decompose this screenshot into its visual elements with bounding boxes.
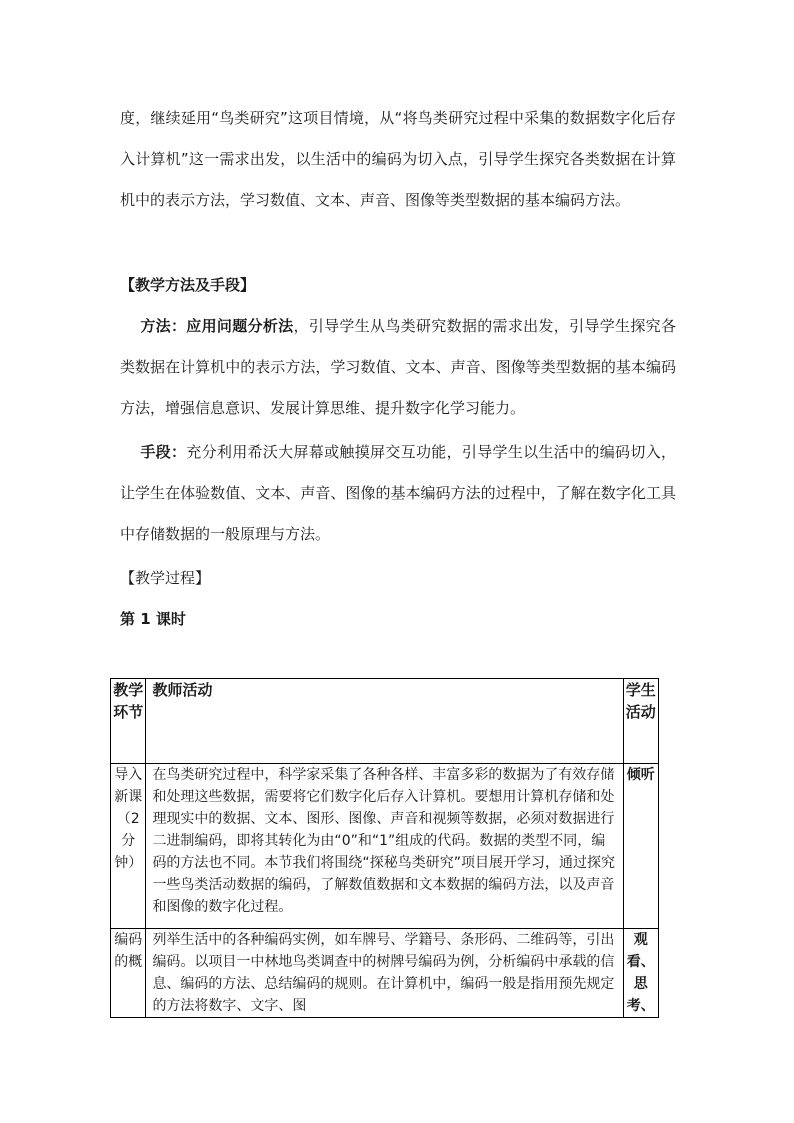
lesson-table [110, 678, 659, 1018]
student-activity-cell: 观看、思考、 [623, 929, 658, 1018]
lesson-title: 第 1 课时 [120, 610, 186, 628]
teacher-activity-cell: 列举生活中的各种编码实例，如车牌号、学籍号、条形码、二维码等，引出编码。以项目一中林地鸟类调查中的树牌号编码为例，分析编码中承载的信息、编码的方法、总结编码的规则。在计算机中，编码一般是指用预先规定的方法将数字、文字、图 [146, 929, 623, 1018]
table-header-row [111, 679, 659, 764]
header-student-activity: 学生活动 [623, 679, 658, 764]
stage-cell: 编码的概 [111, 929, 146, 1018]
header-teacher-activity: 教师活动 [146, 679, 623, 764]
heading-teaching-methods: 【教学方法及手段】 [120, 276, 256, 294]
table-row [111, 764, 659, 929]
means-label: 手段： [140, 443, 187, 461]
header-teaching-stage: 教学环节 [111, 679, 146, 764]
heading-teaching-process: 【教学过程】 [120, 569, 211, 587]
method-label: 方法：应用问题分析法 [140, 317, 294, 335]
teacher-activity-cell: 在鸟类研究过程中，科学家采集了各种各样、丰富多彩的数据为了有效存储和处理这些数据，需要将它们数字化后存入计算机。要想用计算机存储和处理现实中的数据、文本、图形、图像、声音和视频等数据，必须对数据进行二进制编码，即将其转化为由“0”和“1”组成的代码。数据的类型不同，编码的方法也不同。本节我们将围绕“探秘鸟类研究”项目展开学习，通过探究一些鸟类活动数据的编码，了解数值数据和文本数据的编码方法，以及声音和图像的数字化过程。 [146, 764, 623, 929]
method-text: ，引导学生从鸟类研究数据的需求出发，引导学生探究各类数据在计算机中的表示方法，学习数值、文本、声音、图像等类型数据的基本编码方法，增强信息意识、发展计算思维、提升数字化学习能力。 [120, 317, 676, 417]
table-row [111, 929, 659, 1018]
stage-cell: 导入新课（2分钟） [111, 764, 146, 929]
intro-paragraph: 度，继续延用“鸟类研究”这项目情境，从“将鸟类研究过程中采集的数据数字化后存入计算机”这一需求出发，以生活中的编码为切入点，引导学生探究各类数据在计算机中的表示方法，学习数值、文本、声音、图像等类型数据的基本编码方法。 [120, 109, 676, 209]
means-paragraph [120, 432, 676, 555]
methods-paragraph [120, 306, 676, 429]
means-text: 充分利用希沃大屏幕或触摸屏交互功能，引导学生以生活中的编码切入，让学生在体验数值、文本、声音、图像的基本编码方法的过程中，了解在数字化工具中存储数据的一般原理与方法。 [120, 443, 676, 543]
student-activity-cell: 倾听 [623, 764, 658, 929]
